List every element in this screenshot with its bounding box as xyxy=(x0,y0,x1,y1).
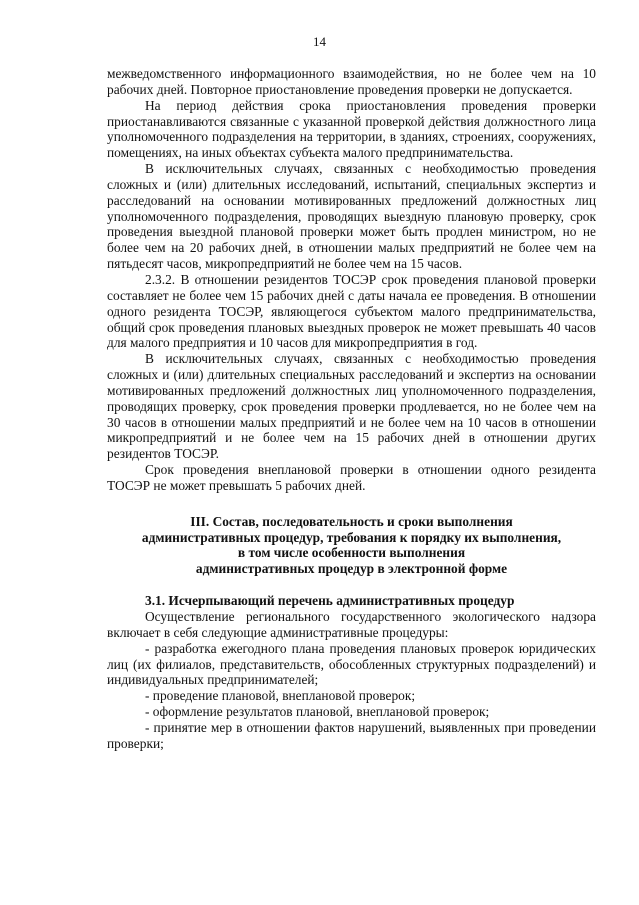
section-heading-line-3: в том числе особенности выполнения xyxy=(237,545,466,561)
page-number: 14 xyxy=(313,34,326,49)
paragraph-suspension-period: На период действия срока приостановления проведения проверки приостанавливаются связанные с указанной проверкой действия должностного лица уполномоченного подразделения на территории, в зданиях, строениях, сооружениях, помещениях, на иных объектах субъекта малого предпринимательства. xyxy=(107,97,596,161)
section-spacer xyxy=(107,494,596,514)
subsection-intro: Осуществление регионального государственного экологического надзора включает в себя следующие административные процедуры: xyxy=(107,609,596,640)
procedure-list-item: - принятие мер в отношении фактов нарушений, выявленных при проведении проверки; xyxy=(107,719,596,751)
section-heading-line-4: административных процедур в электронной форме xyxy=(195,561,508,577)
paragraph-2-3-2: 2.3.2. В отношении резидентов ТОСЭР срок проведения плановой проверки составляет не более чем 15 рабочих дней с даты начала ее проведения. В отношении одного резидента ТОСЭР, являющегося субъектом малого предпринимательства, общий срок проведения плановых выездных проверок не может превышать 40 часов для малого предприятия и 10 часов для микропредприятия в год. xyxy=(107,271,596,351)
paragraph-continuation: межведомственного информационного взаимодействия, но не более чем на 10 рабочих дней. Повторное приостановление проведения проверки не допускается. xyxy=(107,66,596,97)
subsection-spacer xyxy=(107,577,596,593)
paragraph-exceptional-extension: В исключительных случаях, связанных с необходимостью проведения сложных и (или) длительных исследований, испытаний, специальных экспертиз и расследований на основании мотивированных предложений должностных лиц уполномоченного подразделения, проводящих выездную плановую проверку, срок проведения выездной плановой проверки может быть продлен министром, но не более чем на 20 рабочих дней, в отношении малых предприятий не более чем на пятьдесят часов, микропредприятий не более чем на 15 часов. xyxy=(107,161,596,272)
procedure-list-item: - разработка ежегодного плана проведения плановых проверок юридических лиц (их филиалов, представительств, обособленных структурных подразделений) и индивидуальных предпринимателей; xyxy=(107,640,596,688)
section-heading-line-2: административных процедур, требования к порядку их выполнения, xyxy=(141,529,562,545)
section-heading-line-1: III. Состав, последовательность и сроки выполнения xyxy=(190,513,513,529)
paragraph-unscheduled-term: Срок проведения внеплановой проверки в отношении одного резидента ТОСЭР не может превышать 5 рабочих дней. xyxy=(107,462,596,493)
subsection-title: 3.1. Исчерпывающий перечень административных процедур xyxy=(145,593,515,609)
document-body xyxy=(107,66,596,752)
paragraph-exceptional-tosear: В исключительных случаях, связанных с необходимостью проведения сложных и (или) длительных специальных расследований и экспертиз на основании мотивированных предложений должностных лиц уполномоченного подразделения, проводящих проверку, срок проведения проверки продлевается, но не более чем на 30 часов в отношении малых предприятий и не более чем на 10 часов в отношении микропредприятий и не более чем на 15 рабочих дней в отношении других резидентов ТОСЭР. xyxy=(107,351,596,462)
procedure-list-item: - оформление результатов плановой, внеплановой проверок; xyxy=(145,704,490,720)
procedure-list-item: - проведение плановой, внеплановой проверок; xyxy=(145,688,416,704)
